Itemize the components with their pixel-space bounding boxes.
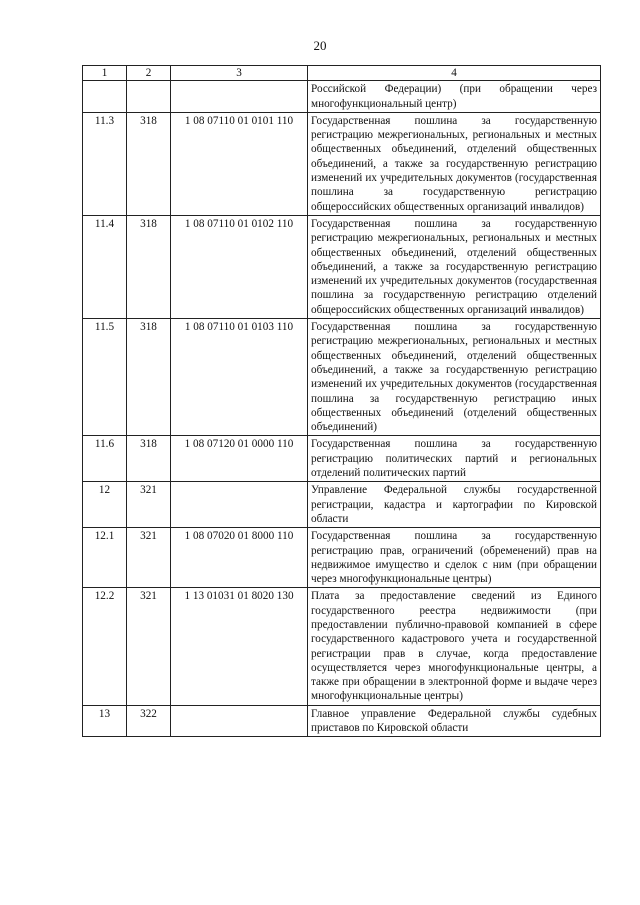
admin-code: 318 [127, 436, 171, 482]
description: Государственная пошлина за государственную регистрацию межрегиональных, региональных и местных общественных объединений, отделений общественных объединений, а также за государственную регистрацию изменений их учредительных документов (государственная пошлина за государственную регистрацию общероссийских общественных организаций инвалидов) [308, 112, 601, 215]
description: Главное управление Федеральной службы судебных приставов по Кировской области [308, 705, 601, 737]
row-number: 12.1 [83, 528, 127, 588]
budget-codes-table [82, 65, 601, 737]
description: Российской Федерации) (при обращении через многофункциональный центр) [308, 81, 601, 113]
row-number: 11.3 [83, 112, 127, 215]
admin-code: 321 [127, 588, 171, 705]
table-row [83, 112, 601, 215]
row-number: 11.4 [83, 215, 127, 318]
table-row [83, 81, 601, 113]
budget-code [171, 482, 308, 528]
budget-code: 1 13 01031 01 8020 130 [171, 588, 308, 705]
description: Государственная пошлина за государственную регистрацию межрегиональных, региональных и местных общественных объединений, отделений общественных объединений, а также за государственную регистрацию изменений их учредительных документов (государственная пошлина за государственную регистрацию иных общественных объединений (отделений общественных объединений) [308, 319, 601, 436]
row-number: 12.2 [83, 588, 127, 705]
table-row [83, 436, 601, 482]
budget-code [171, 705, 308, 737]
description: Государственная пошлина за государственную регистрацию прав, ограничений (обременений) прав на недвижимое имущество и сделок с ним (при обращении через многофункциональные центры) [308, 528, 601, 588]
budget-code [171, 81, 308, 113]
table-row [83, 705, 601, 737]
page-number: 20 [313, 38, 327, 53]
table-row [83, 528, 601, 588]
budget-code: 1 08 07120 01 0000 110 [171, 436, 308, 482]
table-header-row [83, 66, 601, 81]
budget-code: 1 08 07020 01 8000 110 [171, 528, 308, 588]
budget-code: 1 08 07110 01 0101 110 [171, 112, 308, 215]
row-number: 11.5 [83, 319, 127, 436]
row-number: 12 [83, 482, 127, 528]
admin-code [127, 81, 171, 113]
description: Управление Федеральной службы государственной регистрации, кадастра и картографии по Кировской области [308, 482, 601, 528]
admin-code: 321 [127, 528, 171, 588]
table-row [83, 319, 601, 436]
admin-code: 322 [127, 705, 171, 737]
admin-code: 318 [127, 112, 171, 215]
admin-code: 318 [127, 319, 171, 436]
admin-code: 321 [127, 482, 171, 528]
admin-code: 318 [127, 215, 171, 318]
description: Плата за предоставление сведений из Единого государственного реестра недвижимости (при предоставлении публично-правовой компанией в сфере государственного кадастрового учета и государственной регистрации прав в случае, когда предоставление осуществляется через многофункциональные центры, а также при обращении в электронной форме и выдаче через многофункциональные центры) [308, 588, 601, 705]
budget-code: 1 08 07110 01 0102 110 [171, 215, 308, 318]
header-col-4: 4 [308, 66, 601, 81]
row-number: 13 [83, 705, 127, 737]
header-col-3: 3 [171, 66, 308, 81]
table-row [83, 588, 601, 705]
row-number: 11.6 [83, 436, 127, 482]
header-col-2: 2 [127, 66, 171, 81]
header-col-1: 1 [83, 66, 127, 81]
description: Государственная пошлина за государственную регистрацию политических партий и региональных отделений политических партий [308, 436, 601, 482]
table-row [83, 482, 601, 528]
budget-code: 1 08 07110 01 0103 110 [171, 319, 308, 436]
row-number [83, 81, 127, 113]
description: Государственная пошлина за государственную регистрацию межрегиональных, региональных и местных общественных объединений, отделений общественных объединений, а также за государственную регистрацию изменений их учредительных документов (государственная пошлина за государственную регистрацию отделений общероссийских общественных организаций инвалидов) [308, 215, 601, 318]
table-row [83, 215, 601, 318]
